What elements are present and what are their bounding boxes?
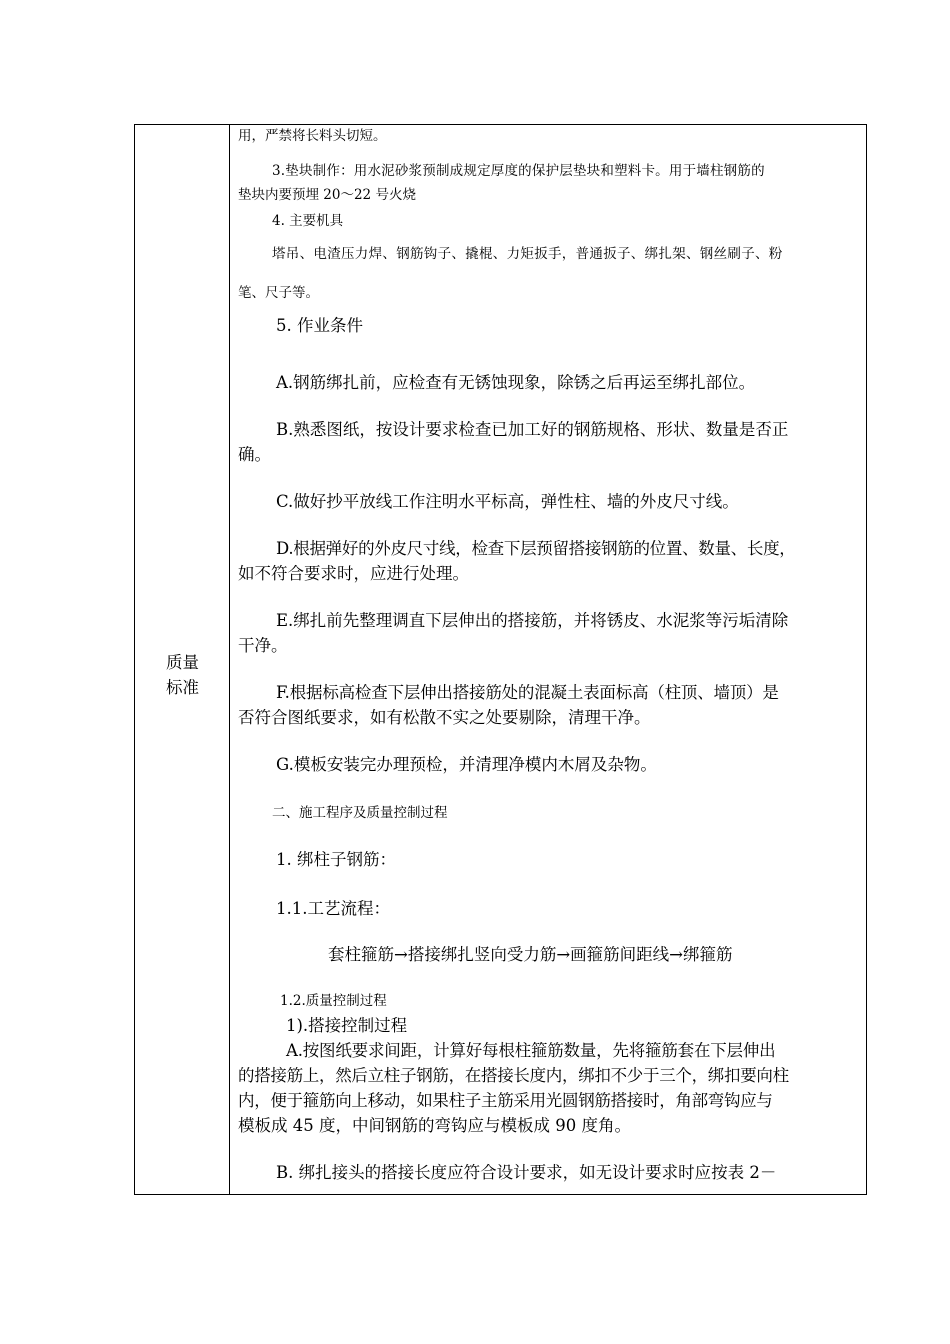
sub-heading: 1.2.质量控制过程	[280, 993, 387, 1009]
text-line: 内，便于箍筋向上移动，如果柱子主筋采用光圆钢筋搭接时，角部弯钩应与	[238, 1091, 773, 1110]
text-line: C.做好抄平放线工作注明水平标高，弹性柱、墙的外皮尺寸线。	[276, 492, 739, 511]
text-line: F.根据标高检查下层伸出搭接筋处的混凝土表面标高（柱顶、墙顶）是	[276, 683, 779, 702]
text-line: 干净。	[238, 636, 288, 655]
text-line: 用，严禁将长料头切短。	[238, 128, 387, 144]
text-line: 塔吊、电渣压力焊、钢筋钩子、撬棍、力矩扳手，普通扳子、绑扎架、钢丝刷子、粉	[272, 246, 783, 262]
text-line: E.绑扎前先整理调直下层伸出的搭接筋，并将锈皮、水泥浆等污垢清除	[276, 611, 789, 630]
text-line: A.按图纸要求间距，计算好每根柱箍筋数量，先将箍筋套在下层伸出	[286, 1041, 776, 1060]
text-line: 如不符合要求时，应进行处理。	[238, 564, 469, 583]
text-line: 3.垫块制作：用水泥砂浆预制成规定厚度的保护层垫块和塑料卡。用于墙柱钢筋的	[272, 163, 765, 179]
sub-heading: 1. 绑柱子钢筋：	[276, 850, 396, 869]
spec-table	[134, 124, 867, 1195]
sub-heading: 1).搭接控制过程	[286, 1016, 408, 1035]
text-line: 模板成 45 度，中间钢筋的弯钩应与模板成 90 度角。	[238, 1116, 631, 1135]
row-label	[135, 650, 230, 700]
text-line: 4. 主要机具	[272, 213, 344, 229]
row-label-line-1: 质量	[166, 653, 199, 672]
text-line: 确。	[238, 445, 271, 464]
text-line: 笔、尺子等。	[238, 285, 319, 301]
content-cell	[230, 125, 866, 1194]
row-label-line-2: 标准	[166, 678, 199, 697]
section-heading: 5. 作业条件	[276, 316, 363, 335]
sub-heading: 1.1.工艺流程：	[276, 899, 390, 918]
process-flow: 套柱箍筋→搭接绑扎竖向受力筋→画箍筋间距线→绑箍筋	[328, 945, 733, 964]
text-line: G.模板安装完办理预检，并清理净模内木屑及杂物。	[276, 755, 657, 774]
text-line: A.钢筋绑扎前，应检查有无锈蚀现象，除锈之后再运至绑扎部位。	[276, 373, 756, 392]
row-label-cell	[135, 125, 230, 1194]
text-line: 的搭接筋上，然后立柱子钢筋，在搭接长度内，绑扣不少于三个，绑扣要向柱	[238, 1066, 789, 1085]
text-line: D.根据弹好的外皮尺寸线，检查下层预留搭接钢筋的位置、数量、长度，	[276, 539, 796, 558]
text-line: 否符合图纸要求，如有松散不实之处要剔除，清理干净。	[238, 708, 651, 727]
text-line: B. 绑扎接头的搭接长度应符合设计要求，如无设计要求时应按表 2－	[276, 1163, 777, 1182]
section-heading: 二、施工程序及质量控制过程	[272, 805, 448, 821]
text-line: B.熟悉图纸，按设计要求检查已加工好的钢筋规格、形状、数量是否正	[276, 420, 789, 439]
text-line: 垫块内要预埋 20～22 号火烧	[238, 187, 416, 203]
